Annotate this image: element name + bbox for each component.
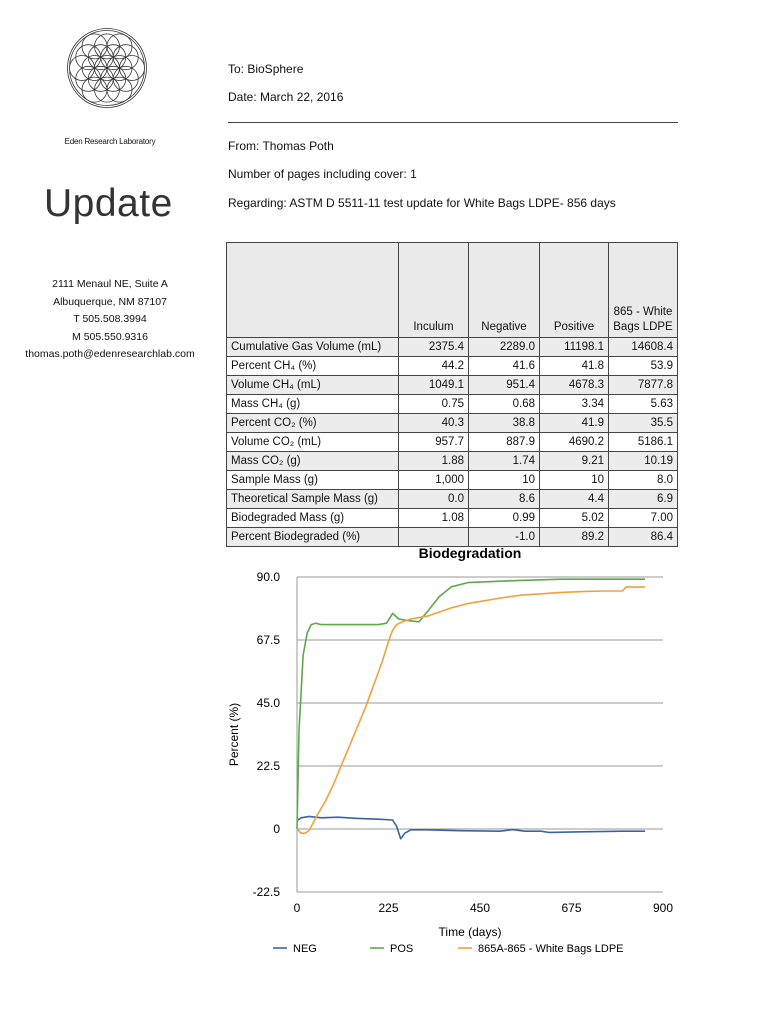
table-cell: 1049.1 [399,376,469,395]
series-line-pos [297,579,645,829]
phone-telephone: T 505.508.3994 [73,313,147,325]
y-tick-label: 90.0 [256,570,280,584]
legend-label: 865A-865 - White Bags LDPE [478,943,624,955]
chart-title: Biodegradation [418,545,522,561]
x-tick-label: 450 [469,901,491,915]
table-cell: 0.99 [469,509,540,528]
table-row [227,376,678,395]
table-cell: 89.2 [540,528,609,547]
row-label: Percent Biodegraded (%) [227,528,399,547]
series-line-865a-865-white-bags-ldpe [297,587,645,833]
legend-label: POS [390,943,414,955]
table-cell: 41.6 [469,357,540,376]
table-row [227,338,678,357]
table-cell: 4.4 [540,490,609,509]
address-street: 2111 Menaul NE, Suite A [52,278,168,290]
x-tick-label: 900 [652,901,674,915]
table-cell: 2375.4 [399,338,469,357]
x-axis-label: Time (days) [438,925,502,939]
table-cell: 38.8 [469,414,540,433]
table-cell: 1.88 [399,452,469,471]
table-cell: 6.9 [609,490,678,509]
table-row [227,433,678,452]
page-title: Update [44,182,173,225]
legend-label: NEG [293,943,317,955]
column-header: 865 - White Bags LDPE [609,243,678,338]
table-row [227,471,678,490]
memo-to: To: BioSphere [228,62,304,76]
table-cell: 44.2 [399,357,469,376]
table-row [227,414,678,433]
email-address: thomas.poth@edenresearchlab.com [25,348,195,360]
table-cell: 887.9 [469,433,540,452]
y-tick-label: 45.0 [256,696,280,710]
y-axis-label: Percent (%) [227,702,241,767]
phone-mobile: M 505.550.9316 [72,330,148,343]
table-cell: 7877.8 [609,376,678,395]
table-cell: 5.63 [609,395,678,414]
table-cell: 4690.2 [540,433,609,452]
column-header: Inculum [399,243,469,338]
memo-pages: Number of pages including cover: 1 [228,167,417,181]
y-tick-label: 0 [273,822,280,836]
biodegradation-chart [215,540,685,960]
table-cell: 0.75 [399,395,469,414]
table-cell: 1,000 [399,471,469,490]
y-tick-label: -22.5 [252,885,280,899]
table-cell: 0.68 [469,395,540,414]
row-label: Mass CH₄ (g) [227,395,399,414]
table-corner-cell [227,243,399,338]
flower-of-life-logo [57,18,157,118]
table-cell: 8.6 [469,490,540,509]
table-cell: 1.08 [399,509,469,528]
results-table [226,242,678,547]
x-tick-label: 225 [378,901,399,915]
row-label: Percent CO₂ (%) [227,414,399,433]
table-cell: 4678.3 [540,376,609,395]
table-cell: 3.34 [540,395,609,414]
table-cell: 0.0 [399,490,469,509]
memo-divider [228,122,678,123]
contact-block [10,276,210,364]
table-cell: 41.9 [540,414,609,433]
table-cell: 10.19 [609,452,678,471]
table-cell: -1.0 [469,528,540,547]
x-tick-label: 0 [293,901,301,915]
table-row [227,490,678,509]
memo-date: Date: March 22, 2016 [228,90,344,104]
table-cell: 5.02 [540,509,609,528]
lab-name: Eden Research Laboratory [64,137,156,146]
row-label: Mass CO₂ (g) [227,452,399,471]
table-header-row [227,243,678,338]
table-cell: 10 [469,471,540,490]
table-cell: 1.74 [469,452,540,471]
row-label: Theoretical Sample Mass (g) [227,490,399,509]
x-tick-label: 675 [561,901,582,915]
row-label: Volume CO₂ (mL) [227,433,399,452]
table-cell: 2289.0 [469,338,540,357]
table-cell: 10 [540,471,609,490]
row-label: Biodegraded Mass (g) [227,509,399,528]
table-cell: 8.0 [609,471,678,490]
address-city: Albuquerque, NM 87107 [53,295,167,308]
memo-from: From: Thomas Poth [228,139,334,153]
table-cell: 40.3 [399,414,469,433]
y-tick-label: 67.5 [256,633,280,647]
table-cell: 9.21 [540,452,609,471]
table-cell: 5186.1 [609,433,678,452]
table-row [227,509,678,528]
table-row [227,357,678,376]
memo-regarding: Regarding: ASTM D 5511-11 test update for White Bags LDPE- 856 days [228,196,616,210]
table-cell: 14608.4 [609,338,678,357]
table-cell: 7.00 [609,509,678,528]
row-label: Sample Mass (g) [227,471,399,490]
table-cell: 53.9 [609,357,678,376]
series-line-neg [297,816,645,838]
table-row [227,452,678,471]
table-row [227,395,678,414]
row-label: Cumulative Gas Volume (mL) [227,338,399,357]
table-cell: 35.5 [609,414,678,433]
table-cell: 11198.1 [540,338,609,357]
row-label: Volume CH₄ (mL) [227,376,399,395]
row-label: Percent CH₄ (%) [227,357,399,376]
column-header: Positive [540,243,609,338]
table-cell: 41.8 [540,357,609,376]
column-header: Negative [469,243,540,338]
y-tick-label: 22.5 [256,759,280,773]
table-cell: 86.4 [609,528,678,547]
table-cell: 951.4 [469,376,540,395]
table-cell: 957.7 [399,433,469,452]
